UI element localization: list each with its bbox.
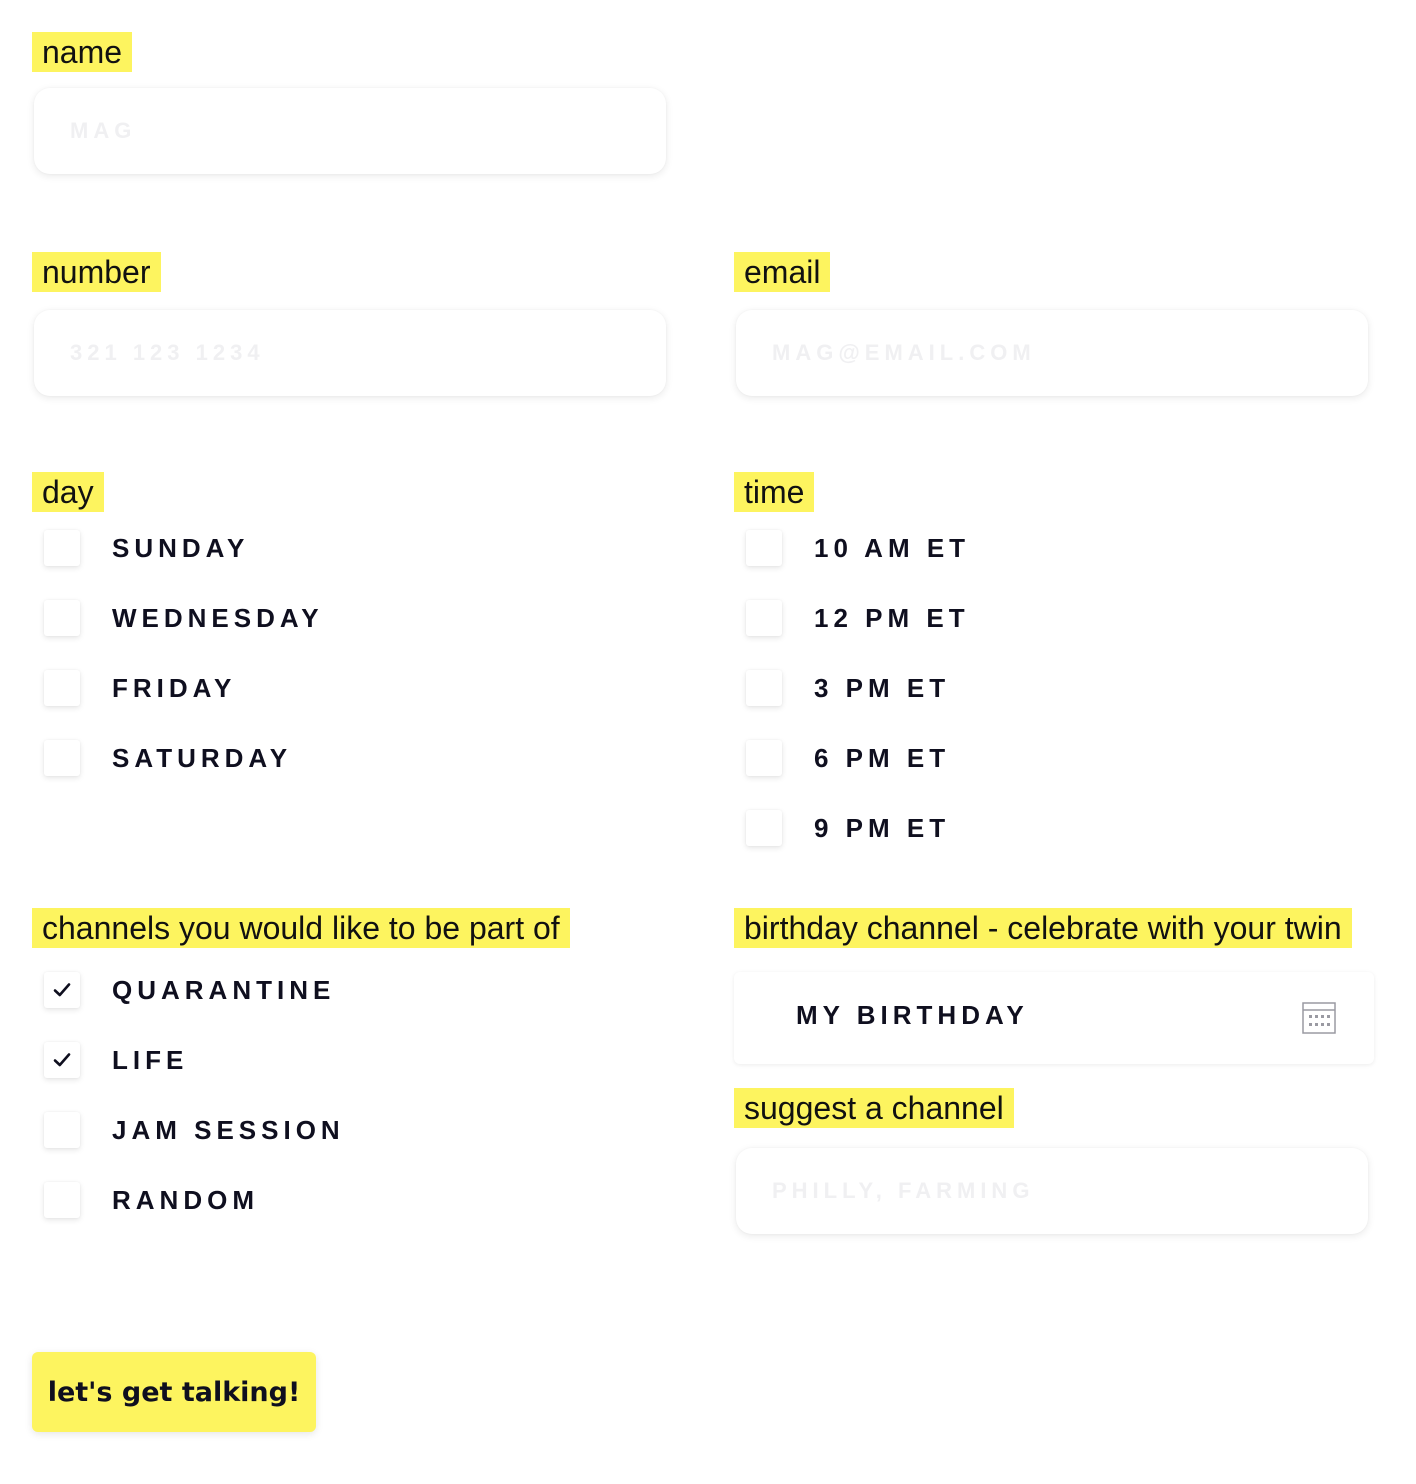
sunday-checkbox[interactable] <box>44 530 80 566</box>
channel-option-label: LIFE <box>112 1044 189 1075</box>
time-option-label: 6 PM ET <box>814 742 951 773</box>
time-option-label: 12 PM ET <box>814 602 970 633</box>
life-checkbox[interactable] <box>44 1042 80 1078</box>
time-option-label: 9 PM ET <box>814 812 951 843</box>
time-option-10am[interactable] <box>746 526 970 570</box>
quarantine-checkbox[interactable] <box>44 972 80 1008</box>
number-label: number <box>32 252 161 292</box>
day-option-friday[interactable] <box>44 666 236 710</box>
birthday-date-field[interactable] <box>734 972 1374 1064</box>
number-field[interactable] <box>34 310 666 396</box>
10am-checkbox[interactable] <box>746 530 782 566</box>
suggest-field[interactable] <box>736 1148 1368 1234</box>
saturday-checkbox[interactable] <box>44 740 80 776</box>
suggest-label: suggest a channel <box>734 1088 1014 1128</box>
day-option-sunday[interactable] <box>44 526 249 570</box>
email-field[interactable] <box>736 310 1368 396</box>
time-option-label: 3 PM ET <box>814 672 951 703</box>
checkmark-icon <box>53 982 71 998</box>
6pm-checkbox[interactable] <box>746 740 782 776</box>
submit-button[interactable]: let's get talking! <box>32 1352 316 1432</box>
channels-label: channels you would like to be part of <box>32 908 570 948</box>
channel-option-jam-session[interactable] <box>44 1108 345 1152</box>
time-option-label: 10 AM ET <box>814 532 971 563</box>
channel-option-life[interactable] <box>44 1038 188 1082</box>
time-option-6pm[interactable] <box>746 736 950 780</box>
channel-option-label: JAM SESSION <box>112 1114 345 1145</box>
channel-option-label: RANDOM <box>112 1184 259 1215</box>
email-label: email <box>734 252 830 292</box>
number-input[interactable] <box>34 310 666 396</box>
wednesday-checkbox[interactable] <box>44 600 80 636</box>
day-option-wednesday[interactable] <box>44 596 324 640</box>
birthday-field-text: MY BIRTHDAY <box>796 1000 1029 1030</box>
calendar-icon[interactable] <box>1302 1002 1336 1034</box>
checkmark-icon <box>53 1052 71 1068</box>
channel-option-random[interactable] <box>44 1178 259 1222</box>
time-option-12pm[interactable] <box>746 596 970 640</box>
suggest-input[interactable] <box>736 1148 1368 1234</box>
day-label: day <box>32 472 104 512</box>
birthday-label: birthday channel - celebrate with your twin <box>734 908 1352 948</box>
day-option-saturday[interactable] <box>44 736 292 780</box>
12pm-checkbox[interactable] <box>746 600 782 636</box>
name-input[interactable] <box>34 88 666 174</box>
day-option-label: SUNDAY <box>112 532 250 563</box>
day-option-label: SATURDAY <box>112 742 293 773</box>
day-option-label: FRIDAY <box>112 672 237 703</box>
time-option-9pm[interactable] <box>746 806 950 850</box>
time-option-3pm[interactable] <box>746 666 950 710</box>
name-label: name <box>32 32 132 72</box>
jam-session-checkbox[interactable] <box>44 1112 80 1148</box>
channel-option-label: QUARANTINE <box>112 974 336 1005</box>
time-label: time <box>734 472 814 512</box>
3pm-checkbox[interactable] <box>746 670 782 706</box>
name-field[interactable] <box>34 88 666 174</box>
9pm-checkbox[interactable] <box>746 810 782 846</box>
email-input[interactable] <box>736 310 1368 396</box>
day-option-label: WEDNESDAY <box>112 602 324 633</box>
channel-option-quarantine[interactable] <box>44 968 335 1012</box>
friday-checkbox[interactable] <box>44 670 80 706</box>
random-checkbox[interactable] <box>44 1182 80 1218</box>
